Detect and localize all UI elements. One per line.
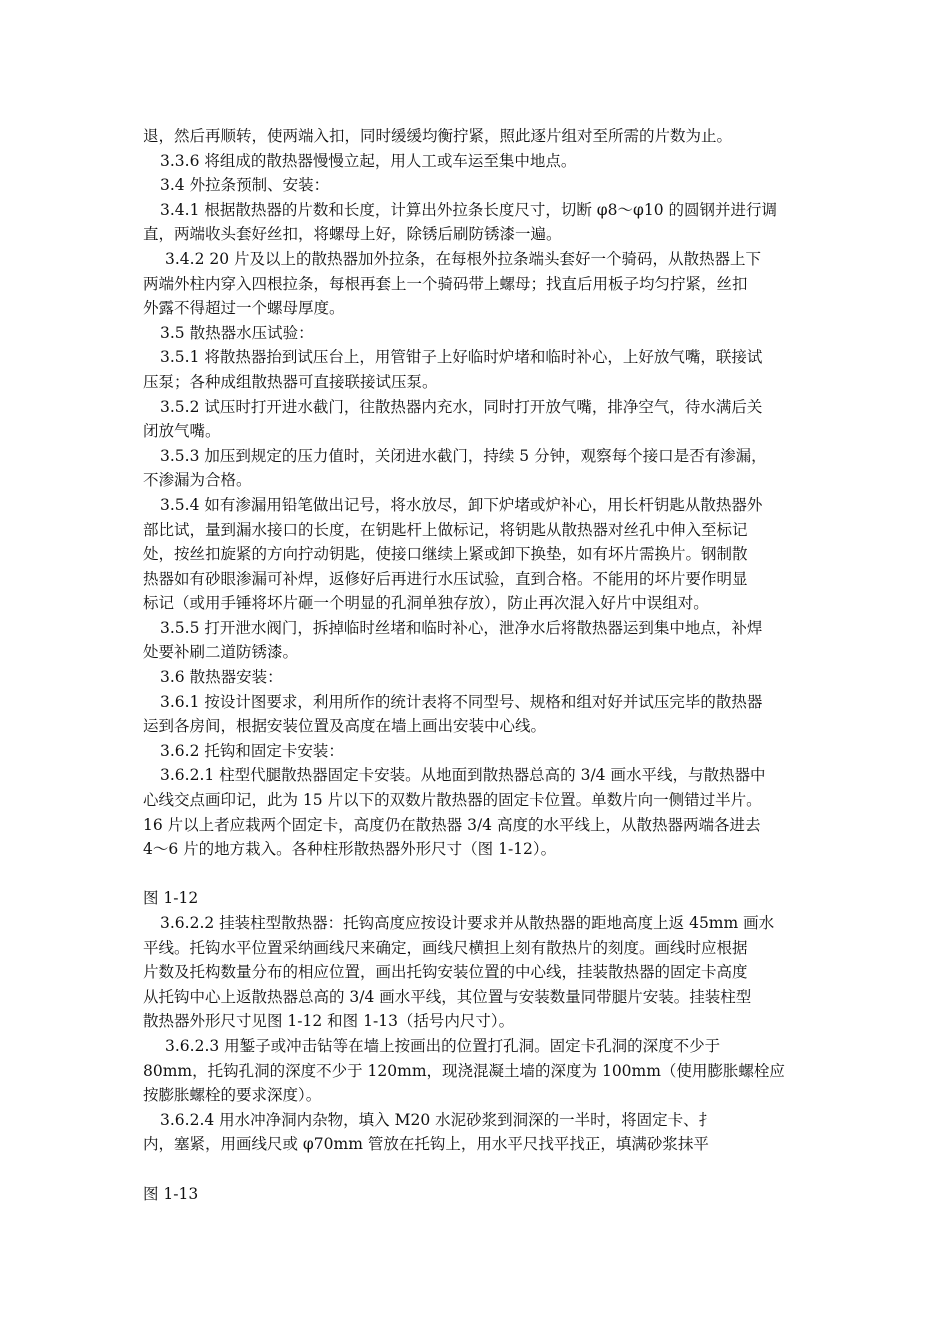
- text-line: 不渗漏为合格。: [143, 471, 252, 490]
- text-line: 3.5.3 加压到规定的压力值时，关闭进水截门，持续 5 分钟，观察每个接口是否有渗漏，: [160, 446, 767, 465]
- text-line: 部比试，量到漏水接口的长度，在钥匙杆上做标记，将钥匙从散热器对丝孔中伸入至标记: [143, 520, 748, 539]
- text-line: 外露不得超过一个螺母厚度。: [143, 299, 345, 318]
- text-line: 标记（或用手锤将坏片砸一个明显的孔洞单独存放），防止再次混入好片中误组对。: [143, 594, 709, 613]
- blank-line: [143, 862, 811, 887]
- blank-line: [143, 1157, 811, 1182]
- text-line: 直，两端收头套好丝扣，将螺母上好，除锈后刷防锈漆一遍。: [143, 225, 562, 244]
- text-line: 4～6 片的地方栽入。各种柱形散热器外形尺寸（图 1-12）。: [143, 840, 557, 859]
- text-line: 片数及托构数量分布的相应位置，画出托钩安装位置的中心线，挂装散热器的固定卡高度: [143, 963, 748, 982]
- text-line: 3.6.2.2 挂装柱型散热器：托钩高度应按设计要求并从散热器的距地高度上返 45mm 画水: [160, 914, 775, 932]
- text-line: 80mm，托钩孔洞的深度不少于 120mm，现浇混凝土墙的深度为 100mm（使用膨胀螺栓应: [143, 1061, 785, 1080]
- text-line: 退，然后再顺转，使两端入扣，同时缓缓均衡拧紧，照此逐片组对至所需的片数为止。: [143, 127, 733, 145]
- text-line: 闭放气嘴。: [143, 422, 221, 441]
- text-line: 3.4.2 20 片及以上的散热器加外拉条，在每根外拉条端头套好一个骑码，从散热器上下: [165, 249, 762, 268]
- text-line: 16 片以上者应栽两个固定卡，高度仍在散热器 3/4 高度的水平线上，从散热器两端各进去: [143, 815, 761, 834]
- text-line: 内，塞紧，用画线尺或 φ70mm 管放在托钩上，用水平尺找平找正，填满砂浆抹平: [143, 1135, 709, 1154]
- text-line: 3.6.2.3 用錾子或冲击钻等在墙上按画出的位置打孔洞。固定卡孔洞的深度不少于: [165, 1036, 721, 1055]
- text-line: 热器如有砂眼渗漏可补焊，返修好后再进行水压试验，直到合格。不能用的坏片要作明显: [143, 569, 748, 588]
- section-heading: 3.5 散热器水压试验：: [160, 323, 314, 342]
- text-line: 3.4.1 根据散热器的片数和长度，计算出外拉条长度尺寸，切断 φ8～φ10 的圆钢并进行调: [160, 200, 778, 219]
- document-body: [143, 124, 811, 1206]
- text-line: 3.6.2.1 柱型代腿散热器固定卡安装。从地面到散热器总高的 3/4 画水平线，与散热器中: [160, 766, 766, 785]
- text-line: 3.5.2 试压时打开进水截门，往散热器内充水，同时打开放气嘴，排净空气，待水满后关: [160, 397, 763, 416]
- text-line: 压泵；各种成组散热器可直接联接试压泵。: [143, 372, 438, 391]
- text-line: 3.3.6 将组成的散热器慢慢立起，用人工或车运至集中地点。: [160, 151, 577, 170]
- text-line: 平线。托钩水平位置采纳画线尺来确定，画线尺横担上刻有散热片的刻度。画线时应根据: [143, 938, 748, 957]
- text-line: 3.5.4 如有渗漏用铅笔做出记号，将水放尽，卸下炉堵或炉补心，用长杆钥匙从散热器外: [160, 495, 763, 514]
- text-line: 散热器外形尺寸见图 1-12 和图 1-13（括号内尺寸）。: [143, 1012, 515, 1031]
- text-line: 处要补刷二道防锈漆。: [143, 643, 299, 662]
- text-line: 运到各房间，根据安装位置及高度在墙上画出安装中心线。: [143, 717, 547, 736]
- section-heading: 3.6 散热器安装：: [160, 668, 283, 687]
- text-line: 从托钩中心上返散热器总高的 3/4 画水平线，其位置与安装数量同带腿片安装。挂装柱型: [143, 987, 752, 1006]
- text-line: 心线交点画印记，此为 15 片以下的双数片散热器的固定卡位置。单数片向一侧错过半片。: [143, 791, 762, 810]
- figure-caption-1-13: 图 1-13: [143, 1184, 199, 1203]
- section-heading: 3.4 外拉条预制、安装：: [160, 176, 330, 195]
- section-heading: 3.6.2 托钩和固定卡安装：: [160, 741, 344, 760]
- text-line: 按膨胀螺栓的要求深度）。: [143, 1086, 322, 1105]
- text-line: 3.5.1 将散热器抬到试压台上，用管钳子上好临时炉堵和临时补心，上好放气嘴，联接试: [160, 348, 763, 367]
- text-line: 3.5.5 打开泄水阀门，拆掉临时丝堵和临时补心，泄净水后将散热器运到集中地点，补焊: [160, 618, 763, 637]
- text-line: 3.6.1 按设计图要求，利用所作的统计表将不同型号、规格和组对好并试压完毕的散热器: [160, 692, 763, 711]
- text-line: 两端外柱内穿入四根拉条，每根再套上一个骑码带上螺母；找直后用板子均匀拧紧，丝扣: [143, 274, 748, 293]
- figure-caption-1-12: 图 1-12: [143, 889, 199, 908]
- text-line: 处，按丝扣旋紧的方向拧动钥匙，使接口继续上紧或卸下换垫，如有坏片需换片。钢制散: [143, 545, 748, 564]
- text-line: 3.6.2.4 用水冲净洞内杂物，填入 M20 水泥砂浆到洞深的一半时，将固定卡、扌: [160, 1110, 715, 1129]
